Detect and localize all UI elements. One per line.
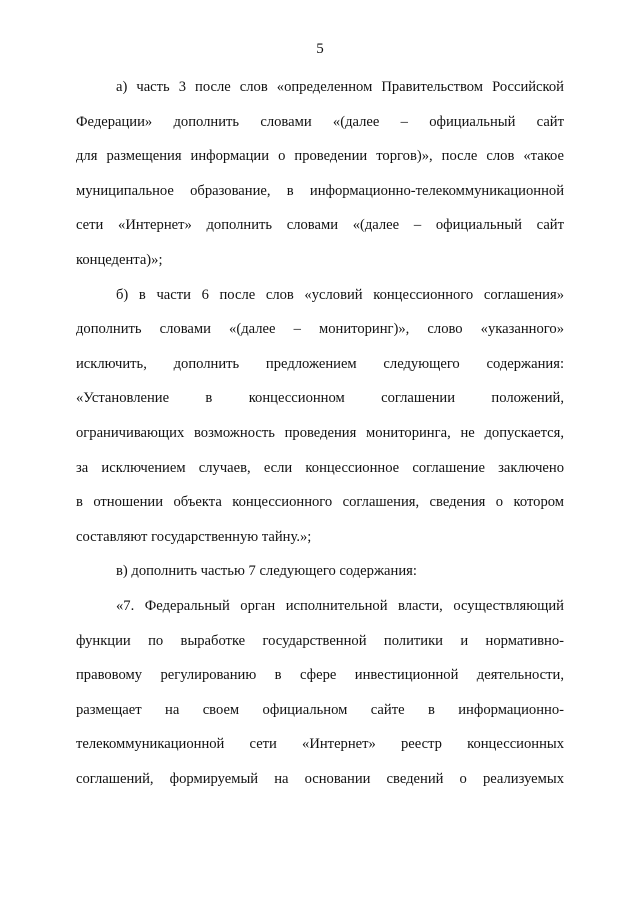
text-line: телекоммуникационной сети «Интернет» реестр концессионных [76, 736, 564, 753]
text-line: размещает на своем официальном сайте в информационно- [76, 701, 564, 718]
text-line: а) часть 3 после слов «определенном Правительством Российской [116, 79, 564, 95]
text-line: составляют государственную тайну.»; [76, 528, 312, 545]
text-line: правовому регулированию в сфере инвестиционной деятельности, [76, 667, 564, 684]
body-text [76, 70, 564, 796]
text-line: дополнить словами «(далее – мониторинг)», слово «указанного» [76, 321, 564, 338]
text-line: функции по выработке государственной политики и нормативно- [76, 632, 564, 649]
text-line: б) в части 6 после слов «условий концессионного соглашения» [116, 286, 564, 303]
text-line: ограничивающих возможность проведения мониторинга, не допускается, [76, 424, 564, 441]
text-line: за исключением случаев, если концессионное соглашение заключено [76, 459, 564, 476]
text-line: «Установление в концессионном соглашении положений, [76, 390, 564, 407]
page-number: 5 [316, 41, 324, 57]
text-line: муниципальное образование, в информационно-телекоммуникационной [76, 182, 564, 199]
text-line: «7. Федеральный орган исполнительной власти, осуществляющий [116, 597, 564, 614]
text-line: соглашений, формируемый на основании сведений о реализуемых [76, 770, 564, 787]
text-line: для размещения информации о проведении торгов)», после слов «такое [76, 148, 564, 165]
text-line: сети «Интернет» дополнить словами «(далее – официальный сайт [76, 217, 564, 234]
text-line: концедента)»; [76, 251, 163, 268]
text-line: исключить, дополнить предложением следующего содержания: [76, 355, 564, 372]
text-line: Федерации» дополнить словами «(далее – официальный сайт [76, 113, 564, 130]
text-line: в) дополнить частью 7 следующего содержания: [116, 563, 417, 580]
text-line: в отношении объекта концессионного соглашения, сведения о котором [76, 494, 564, 511]
